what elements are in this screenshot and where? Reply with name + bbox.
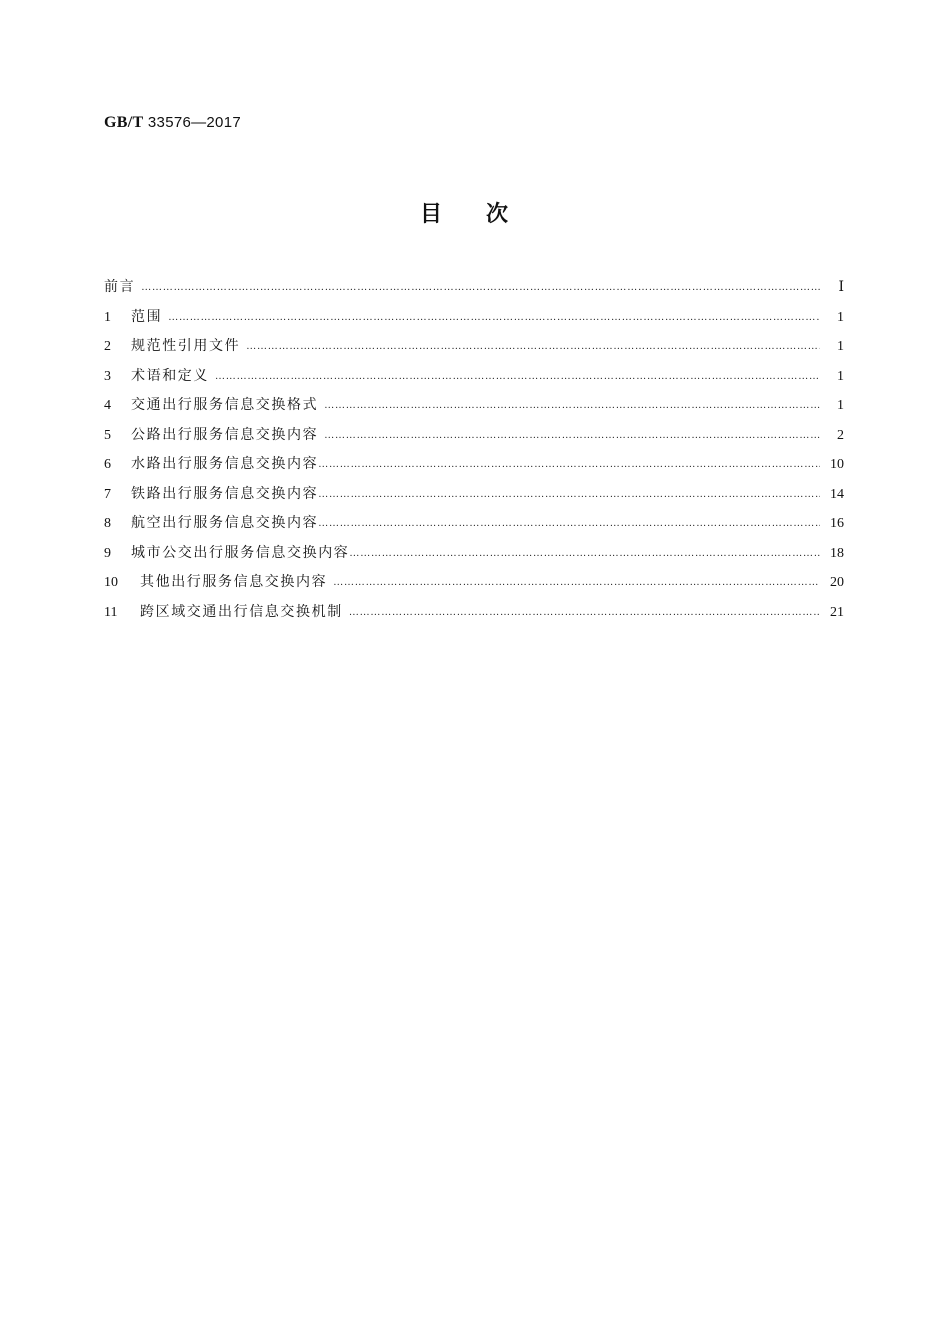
dot-leader bbox=[324, 400, 820, 411]
toc-entry-page: 1 bbox=[837, 339, 844, 354]
toc-entry-10[interactable] bbox=[104, 571, 844, 601]
toc-entry-page: 16 bbox=[830, 516, 844, 531]
toc-entry-4[interactable] bbox=[104, 394, 844, 424]
standard-number bbox=[104, 114, 241, 132]
toc-entry-7[interactable] bbox=[104, 483, 844, 513]
toc-entry-text: 铁路出行服务信息交换内容 bbox=[131, 485, 319, 502]
toc-entry-text: 其他出行服务信息交换内容 bbox=[140, 574, 328, 590]
toc-entry-number: 6 bbox=[104, 457, 111, 472]
standard-code: 33576—2017 bbox=[147, 114, 241, 131]
toc-entry-6[interactable] bbox=[104, 453, 844, 483]
toc-entry-page: Ⅰ bbox=[838, 280, 844, 295]
toc-entry-text: 交通出行服务信息交换格式 bbox=[131, 397, 319, 413]
toc-entry-page: 1 bbox=[837, 368, 844, 384]
page-title: 目次 bbox=[419, 202, 552, 227]
toc-entry-page: 2 bbox=[837, 427, 844, 443]
toc-entry-8[interactable] bbox=[104, 512, 844, 542]
toc-entry-2[interactable] bbox=[104, 335, 844, 365]
toc-entry-text: 规范性引用文件 bbox=[131, 338, 241, 354]
toc-entry-text: 前言 bbox=[104, 279, 136, 295]
toc-entry-text: 术语和定义 bbox=[131, 367, 209, 384]
toc-entry-number: 2 bbox=[104, 339, 111, 354]
toc-entry-number: 3 bbox=[104, 368, 111, 384]
toc-entry-number: 11 bbox=[104, 604, 118, 620]
toc-entry-page: 10 bbox=[830, 457, 844, 472]
toc-entry-number: 8 bbox=[104, 516, 111, 531]
toc-entry-number: 5 bbox=[104, 427, 111, 443]
toc-entry-text: 跨区域交通出行信息交换机制 bbox=[140, 603, 343, 620]
toc-entry-page: 20 bbox=[830, 575, 844, 590]
toc-entry-text: 公路出行服务信息交换内容 bbox=[131, 426, 319, 443]
dot-leader bbox=[324, 430, 820, 441]
toc-entry-page: 18 bbox=[830, 545, 844, 561]
toc-entry-number: 1 bbox=[104, 309, 111, 325]
toc-entry-1[interactable] bbox=[104, 306, 844, 336]
dot-leader bbox=[349, 607, 820, 618]
dot-leader bbox=[168, 312, 820, 323]
dot-leader bbox=[215, 371, 820, 382]
toc-entry-11[interactable] bbox=[104, 601, 844, 631]
toc-entry-number: 4 bbox=[104, 398, 111, 413]
dot-leader bbox=[141, 282, 820, 293]
toc-entry-page: 14 bbox=[830, 486, 844, 502]
toc-entry-foreword[interactable] bbox=[104, 276, 844, 306]
toc-entry-text: 城市公交出行服务信息交换内容 bbox=[131, 544, 350, 561]
dot-leader bbox=[246, 341, 820, 352]
dot-leader bbox=[318, 459, 820, 470]
dot-leader bbox=[318, 518, 820, 529]
dot-leader bbox=[349, 548, 820, 559]
toc-entry-page: 1 bbox=[837, 309, 844, 325]
toc-entry-page: 1 bbox=[837, 398, 844, 413]
toc-entry-9[interactable] bbox=[104, 542, 844, 572]
toc-entry-page: 21 bbox=[830, 604, 844, 620]
standard-prefix: GB/T bbox=[104, 114, 144, 131]
toc-entry-text: 范围 bbox=[131, 308, 163, 325]
toc-entry-text: 水路出行服务信息交换内容 bbox=[131, 456, 319, 472]
dot-leader bbox=[333, 577, 820, 588]
toc-entry-text: 航空出行服务信息交换内容 bbox=[131, 515, 319, 531]
toc-entry-5[interactable] bbox=[104, 424, 844, 454]
toc-entry-number: 9 bbox=[104, 545, 111, 561]
toc-entry-3[interactable] bbox=[104, 365, 844, 395]
toc-entry-number: 7 bbox=[104, 486, 111, 502]
table-of-contents bbox=[104, 276, 844, 630]
toc-entry-number: 10 bbox=[104, 575, 118, 590]
dot-leader bbox=[318, 489, 820, 500]
